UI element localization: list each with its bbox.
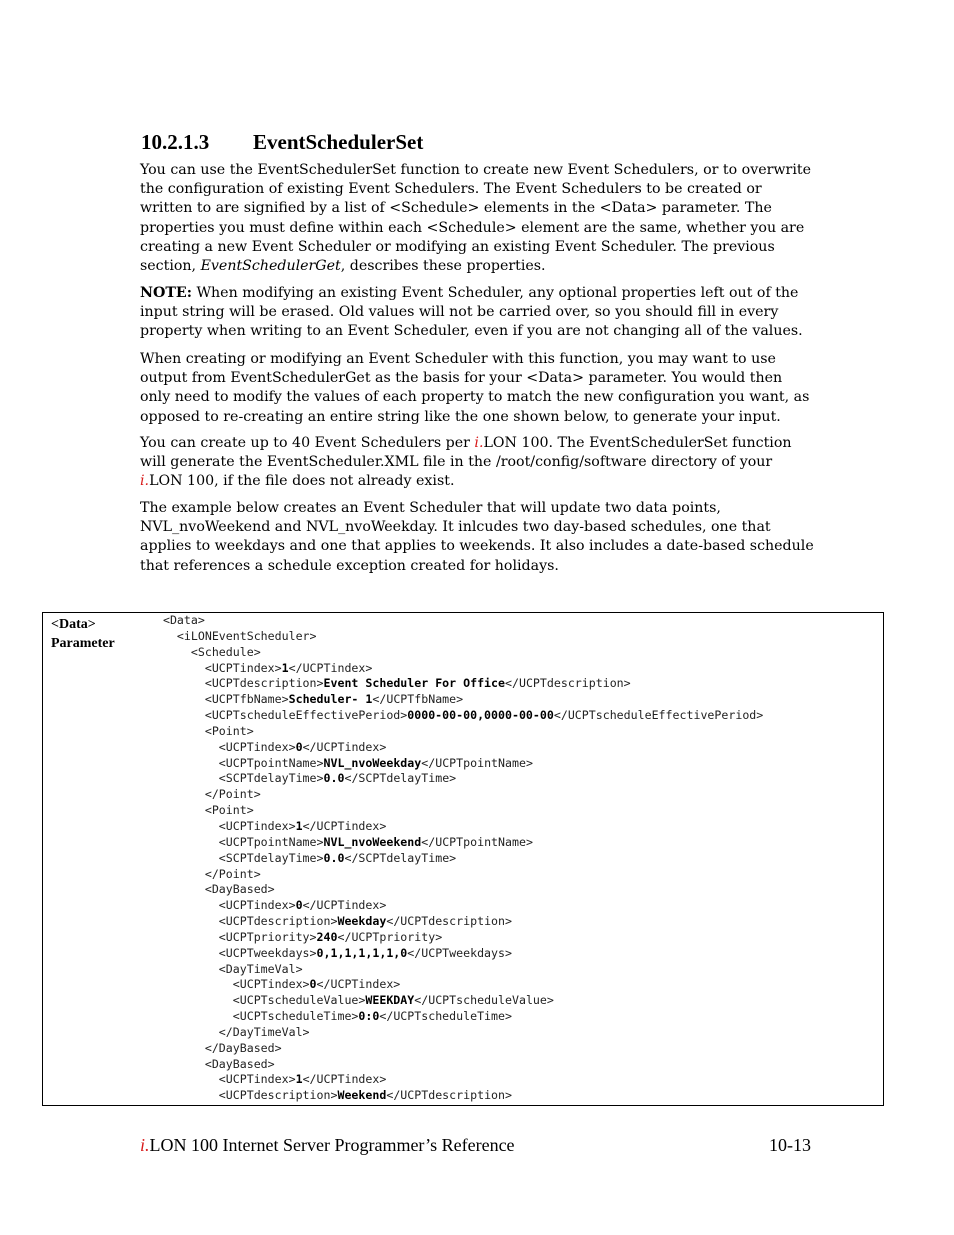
code-value: 0000-00-00,0000-00-00 xyxy=(407,708,554,723)
note-label: NOTE: xyxy=(140,285,192,301)
code-value: 0.0 xyxy=(323,850,345,865)
text-line: applies to weekdays and one that applies to weekends. It also includes a date-based schedule xyxy=(140,538,814,555)
code-line: <UCPTindex>0</UCPTindex> xyxy=(149,739,387,754)
text-line: written to are signified by a list of <Schedule> elements in the <Data> parameter. The xyxy=(140,200,772,217)
text-line: NOTE: When modifying an existing Event Scheduler, any optional properties left out of the xyxy=(140,285,799,301)
code-line: <UCPTindex>1</UCPTindex> xyxy=(149,660,373,675)
code-value: 1 xyxy=(295,1072,303,1087)
code-line: <UCPTscheduleValue>WEEKDAY</UCPTscheduleValue> xyxy=(149,993,554,1008)
brand-prefix: i. xyxy=(140,473,150,490)
code-line: </DayTimeVal> xyxy=(149,1024,310,1039)
code-line: <SCPTdelayTime>0.0</SCPTdelayTime> xyxy=(149,850,457,865)
text-line: that references a schedule exception created for holidays. xyxy=(140,557,559,574)
code-line: <UCPTdescription>Event Scheduler For Office</UCPTdescription> xyxy=(149,676,631,691)
code-value: 0 xyxy=(295,739,303,754)
code-value: NVL_nvoWeekend xyxy=(323,834,422,849)
text-line: opposed to re-creating an entire string like the one shown below, to generate your input. xyxy=(140,408,781,425)
code-line: <UCPTdescription>Weekday</UCPTdescription> xyxy=(149,914,512,929)
paragraph-usage xyxy=(140,350,830,427)
text-line: properties you must define within each <Schedule> element are the same, whether you are xyxy=(140,219,805,236)
text-line: will generate the EventScheduler.XML file in the /root/config/software directory of your xyxy=(140,454,773,471)
code-line: <DayBased> xyxy=(149,882,275,897)
footer-title: i.LON 100 Internet Server Programmer’s Reference xyxy=(140,1135,515,1155)
text-line: output from EventSchedulerGet as the basis for your <Data> parameter. You would then xyxy=(140,370,783,387)
code-line: <Point> xyxy=(149,723,254,738)
code-value: 0 xyxy=(295,898,303,913)
paragraph-intro xyxy=(140,161,830,276)
code-line: <UCPTscheduleTime>0:0</UCPTscheduleTime> xyxy=(149,1009,512,1024)
code-line: <Data> xyxy=(149,613,205,627)
brand-prefix: i. xyxy=(140,1135,150,1155)
section-number: 10.2.1.3 xyxy=(141,130,210,154)
code-value: 0 xyxy=(309,977,317,992)
code-value: NVL_nvoWeekday xyxy=(323,755,422,770)
text-line: The example below creates an Event Scheduler that will update two data points, xyxy=(140,500,721,516)
code-line: <UCPTindex>1</UCPTindex> xyxy=(149,1072,387,1087)
code-line: </Point> xyxy=(149,787,261,802)
code-line: </Point> xyxy=(149,866,261,881)
text-line: You can use the EventSchedulerSet function to create new Event Schedulers, or to overwrite xyxy=(140,162,811,178)
emphasis-text: EventSchedulerGet xyxy=(200,258,341,275)
parameter-label: <Data> Parameter xyxy=(51,617,115,651)
code-line: <UCPTindex>0</UCPTindex> xyxy=(149,977,401,992)
text-line: i.LON 100, if the file does not already exist. xyxy=(140,473,455,490)
code-line: <UCPTfbName>Scheduler- 1</UCPTfbName> xyxy=(149,692,464,707)
code-value: Scheduler- 1 xyxy=(288,692,373,707)
text-line: property when writing to an Event Scheduler, even if you are not changing all of the values. xyxy=(140,323,803,340)
code-line: <UCPTpointName>NVL_nvoWeekend</UCPTpointName> xyxy=(149,834,533,849)
code-line: <UCPTpriority>240</UCPTpriority> xyxy=(149,929,443,944)
code-line: </DayBased> xyxy=(149,1040,282,1055)
code-value: Weekday xyxy=(337,914,387,929)
code-line: <DayTimeVal> xyxy=(149,961,303,976)
text-line: NVL_nvoWeekend and NVL_nvoWeekday. It inlcudes two day-based schedules, one that xyxy=(140,519,771,536)
code-line: <SCPTdelayTime>0.0</SCPTdelayTime> xyxy=(149,771,457,786)
page-number: 10-13 xyxy=(769,1135,811,1155)
brand-prefix: i. xyxy=(474,435,484,451)
text-line: creating a new Event Scheduler or modifying an existing Event Scheduler. The previous xyxy=(140,238,775,255)
code-line: <UCPTdescription>Weekend</UCPTdescription> xyxy=(149,1088,512,1103)
code-line: <UCPTscheduleEffectivePeriod>0000-00-00,0000-00-00</UCPTscheduleEffectivePeriod> xyxy=(149,708,764,723)
paragraph-example xyxy=(140,499,830,576)
code-value: 240 xyxy=(316,929,338,944)
text-line: only need to modify the values of each property to match the new configuration you want, as xyxy=(140,389,810,406)
code-block xyxy=(149,613,763,1104)
code-value: 1 xyxy=(295,818,303,833)
section-heading xyxy=(141,130,423,155)
text-line: the configuration of existing Event Schedulers. The Event Schedulers to be created or xyxy=(140,181,762,198)
code-value: 0:0 xyxy=(358,1009,380,1024)
code-line: <UCPTweekdays>0,1,1,1,1,1,0</UCPTweekdays> xyxy=(149,945,512,960)
code-line: <Schedule> xyxy=(149,644,261,659)
code-value: 1 xyxy=(281,660,289,675)
code-value: WEEKDAY xyxy=(365,993,415,1008)
code-value: 0.0 xyxy=(323,771,345,786)
paragraph-note xyxy=(140,284,830,342)
code-line: <UCPTindex>1</UCPTindex> xyxy=(149,818,387,833)
code-value: Weekend xyxy=(337,1088,387,1103)
code-line: <Point> xyxy=(149,803,254,818)
code-line: <DayBased> xyxy=(149,1056,275,1071)
text-line: When creating or modifying an Event Scheduler with this function, you may want to use xyxy=(140,351,776,367)
text-line: section, EventSchedulerGet, describes these properties. xyxy=(140,258,546,275)
code-line: <UCPTpointName>NVL_nvoWeekday</UCPTpointName> xyxy=(149,755,533,770)
paragraph-limits xyxy=(140,434,830,492)
code-line: <UCPTindex>0</UCPTindex> xyxy=(149,898,387,913)
code-value: 0,1,1,1,1,1,0 xyxy=(316,945,408,960)
code-line: <iLONEventScheduler> xyxy=(149,628,317,643)
code-example-table xyxy=(42,612,884,1106)
section-title: EventSchedulerSet xyxy=(253,130,424,154)
text-line: You can create up to 40 Event Schedulers per i.LON 100. The EventSchedulerSet function xyxy=(140,435,792,451)
code-value: Event Scheduler For Office xyxy=(323,676,505,691)
text-line: input string will be erased. Old values will not be carried over, so you should fill in every xyxy=(140,304,779,321)
